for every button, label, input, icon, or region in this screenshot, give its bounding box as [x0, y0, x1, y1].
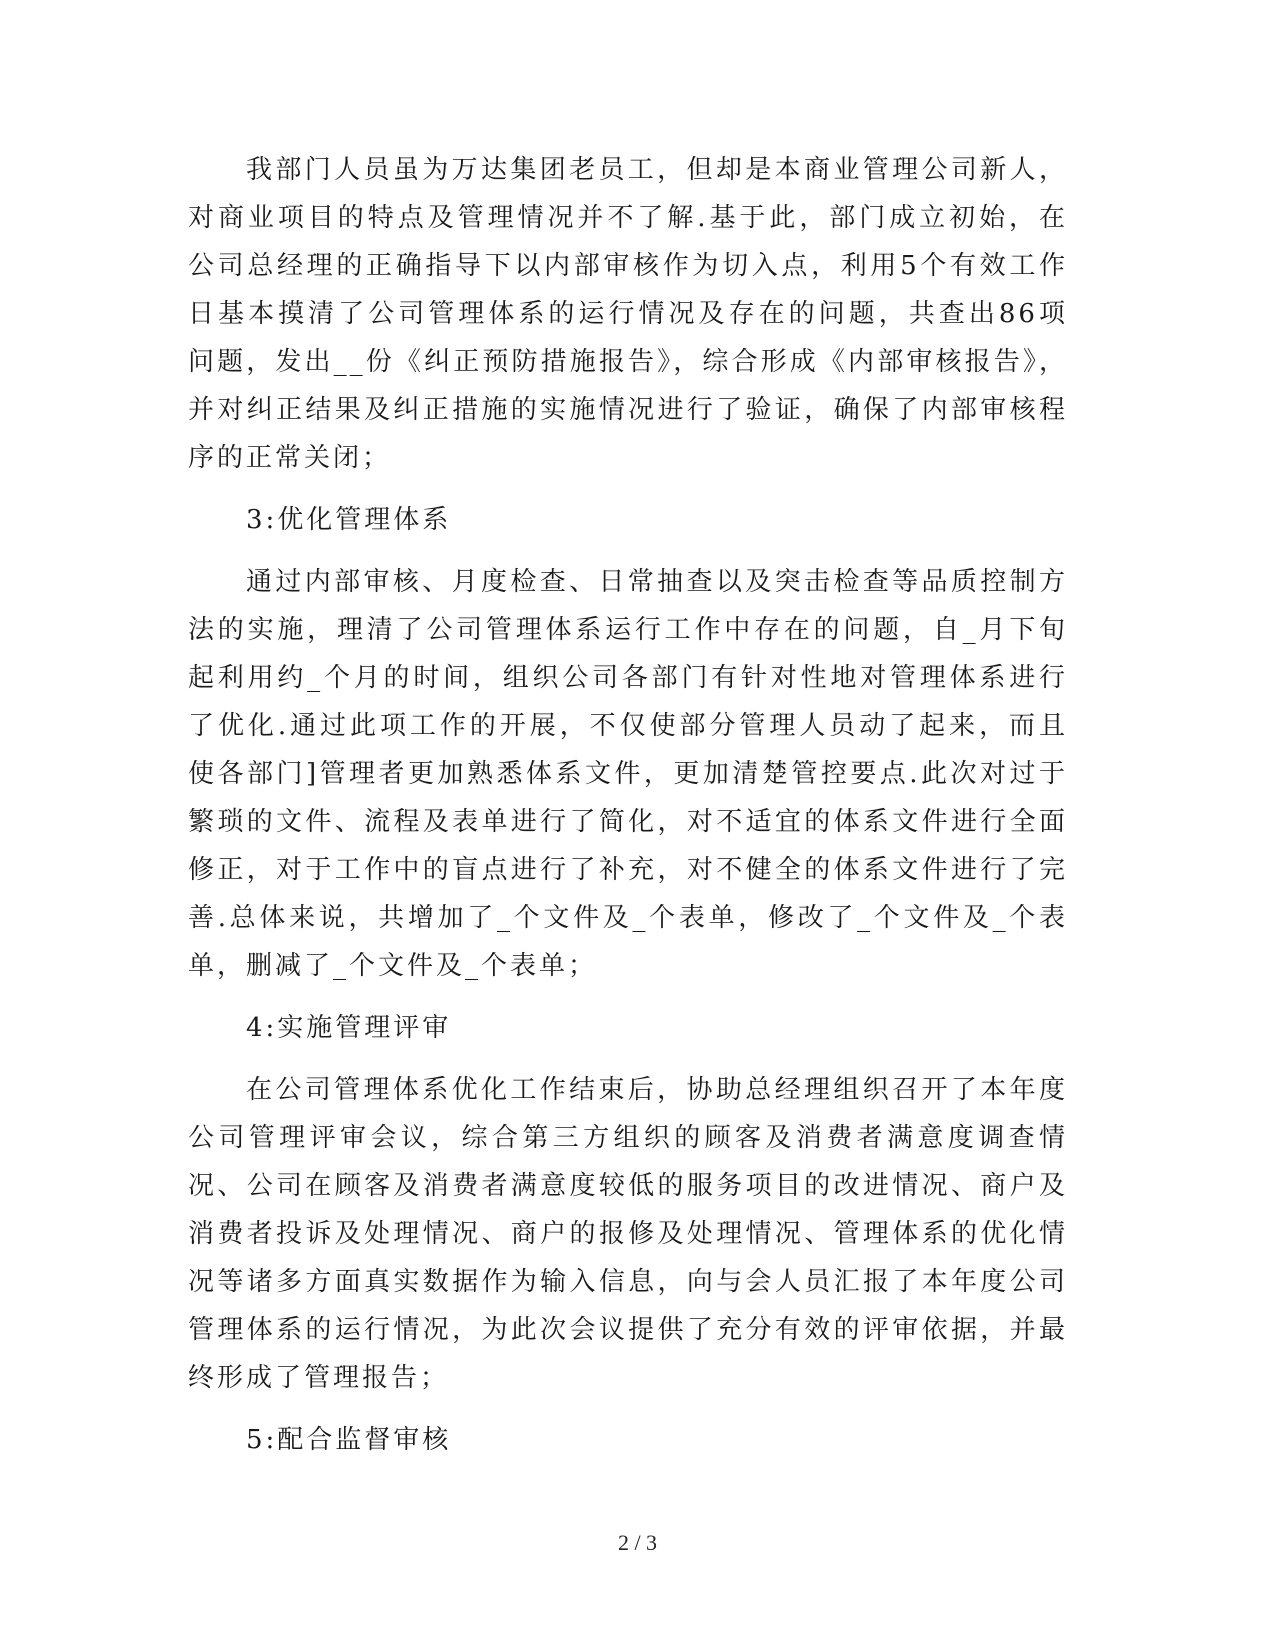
paragraph-optimize-system: 通过内部审核、月度检查、日常抽查以及突击检查等品质控制方法的实施，理清了公司管理体系运行工作中存在的问题，自_月下旬起利用约_个月的时间，组织公司各部门有针对性地对管理体系进行了优化.通过此项工作的开展，不仅使部分管理人员动了起来，而且使各部门]管理者更加熟悉体系文件，更加清楚管控要点.此次对过于繁琐的文件、流程及表单进行了简化，对不适宜的体系文件进行全面修正，对于工作中的盲点进行了补充，对不健全的体系文件进行了完善.总体来说，共增加了_个文件及_个表单，修改了_个文件及_个表单，删减了_个文件及_个表单； [188, 567, 1068, 981]
page-number: 2 / 3 [617, 1530, 658, 1555]
section-heading-4: 4:实施管理评审 [246, 1013, 452, 1043]
section-heading-3: 3:优化管理体系 [246, 505, 452, 535]
section-heading-5: 5:配合监督审核 [246, 1425, 452, 1455]
paragraph-internal-audit: 我部门人员虽为万达集团老员工，但却是本商业管理公司新人，对商业项目的特点及管理情况并不了解.基于此，部门成立初始，在公司总经理的正确指导下以内部审核作为切入点，利用5个有效工作日基本摸清了公司管理体系的运行情况及存在的问题，共查出86项问题，发出__份《纠正预防措施报告》，综合形成《内部审核报告》，并对纠正结果及纠正措施的实施情况进行了验证，确保了内部审核程序的正常关闭； [188, 155, 1068, 473]
document-body [188, 146, 1068, 1464]
paragraph-management-review: 在公司管理体系优化工作结束后，协助总经理组织召开了本年度公司管理评审会议，综合第三方组织的顾客及消费者满意度调查情况、公司在顾客及消费者满意度较低的服务项目的改进情况、商户及消费者投诉及处理情况、商户的报修及处理情况、管理体系的优化情况等诸多方面真实数据作为输入信息，向与会人员汇报了本年度公司管理体系的运行情况，为此次会议提供了充分有效的评审依据，并最终形成了管理报告； [188, 1075, 1068, 1393]
